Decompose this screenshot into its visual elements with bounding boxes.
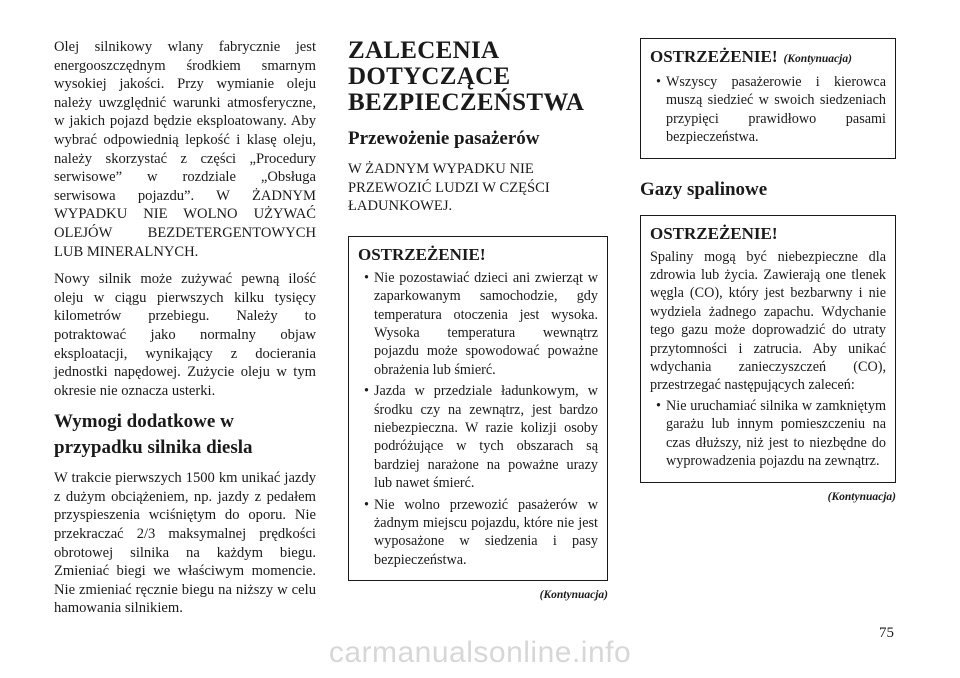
heading-diesel-requirements [54, 409, 316, 461]
column-left [54, 38, 316, 627]
title-line: DOTYCZĄCE [348, 63, 511, 90]
warning-bullet: • Nie wolno przewozić pasażerów w żadnym miejscu pojazdu, które nie jest wyposażone w siedzenia i pasy bezpieczeństwa. [358, 496, 598, 570]
continued-note: (Kontynuacja) [539, 589, 608, 602]
warning-title-continued: (Kontynuacja) [783, 53, 852, 65]
warning-box-continued [640, 38, 896, 159]
heading-passenger-transport: Przewożenie pasażerów [348, 128, 540, 149]
section-title-safety [348, 38, 608, 116]
paragraph-no-cargo-passengers: W ŻADNYM WYPADKU NIE PRZEWOZIĆ LUDZI W CZĘŚCI ŁADUNKOWEJ. [348, 161, 550, 215]
heading-line: przypadku silnika diesla [54, 437, 253, 459]
warning-paragraph: Spaliny mogą być niebezpieczne dla zdrowia lub życia. Zawierają one tlenek węgla (CO), który jest bezbarwny i nie wydziela żadnego zapachu. Wdychanie tego gazu może doprowadzić do utraty przytomności i zatrucia. Aby unikać wdychania zanieczyszczeń (CO), przestrzegać następujących zaleceń: [650, 248, 886, 394]
warning-bullet: • Nie uruchamiać silnika w zamkniętym garażu lub innym pomieszczeniu na czas dłuższy, niż jest to niezbędne do wyprowadzenia pojazdu na zewnątrz. [650, 397, 886, 471]
continued-note: (Kontynuacja) [827, 490, 896, 503]
paragraph-oil-consumption: Nowy silnik może zużywać pewną ilość oleju w ciągu pierwszych kilku tysięcy kilometrów przebiegu. Należy to potraktować jako normalny objaw eksploatacji, wynikający z docierania jednostki napędowej. Zużycie oleju w tym okresie nie oznacza usterki. [54, 271, 316, 399]
title-line: BEZPIECZEŃSTWA [348, 89, 585, 116]
warning-bullet: • Nie pozostawiać dzieci ani zwierząt w zaparkowanym samochodzie, gdy temperatura otoczenia jest wysoka. Wysoka temperatura wewnątrz pojazdu może spowodować poważne obrażenia lub śmierć. [358, 269, 598, 379]
warning-box-exhaust [640, 215, 896, 483]
warning-bullet: • Wszyscy pasażerowie i kierowca muszą siedzieć w swoich siedzeniach przypięci prawidłowo pasami bezpieczeństwa. [650, 73, 886, 147]
watermark-text: carmanualsonline.info [328, 636, 632, 669]
paragraph-oil-info: Olej silnikowy wlany fabrycznie jest energooszczędnym środkiem smarnym wysokiej jakości. Przy wymianie oleju należy uwzględnić warunki atmosferyczne, w jakich pojazd będzie eksploatowany. Aby wybrać odpowiednią lepkość i klasę oleju, należy skorzystać z części „Procedury serwisowe” w rozdziale „Obsługa serwisowa pojazdu”. W ŻADNYM WYPADKU NIE WOLNO UŻYWAĆ OLEJÓW BEZDETERGENTOWYCH LUB MINERALNYCH. [54, 39, 316, 260]
paragraph-diesel-break-in: W trakcie pierwszych 1500 km unikać jazdy z dużym obciążeniem, np. jazdy z pedałem przyspieszenia wciśniętym do oporu. Nie przekraczać 2/3 maksymalnej prędkości obrotowej silnika na każdym biegu. Zmieniać biegi we właściwym momencie. Nie zmieniać ręcznie biegu na niższy w celu hamowania silnikiem. [54, 470, 316, 617]
warning-bullet: • Jazda w przedziale ładunkowym, w środku czy na zewnątrz, jest bardzo niebezpieczna. W razie kolizji osoby podróżujące w tych obszarach są bardziej narażone na poważne urazy lub nawet śmierć. [358, 382, 598, 492]
warning-title: OSTRZEŻENIE! [650, 223, 778, 243]
warning-title: OSTRZEŻENIE! [358, 244, 486, 264]
page-number: 75 [879, 625, 894, 641]
warning-box-passengers [348, 236, 608, 582]
column-right [640, 38, 896, 503]
heading-line: Wymogi dodatkowe w [54, 411, 234, 433]
title-line: ZALECENIA [348, 37, 500, 64]
warning-title [650, 45, 886, 71]
column-middle [348, 38, 608, 601]
warning-title-text: OSTRZEŻENIE! [650, 47, 778, 66]
heading-exhaust-gases: Gazy spalinowe [640, 178, 768, 200]
